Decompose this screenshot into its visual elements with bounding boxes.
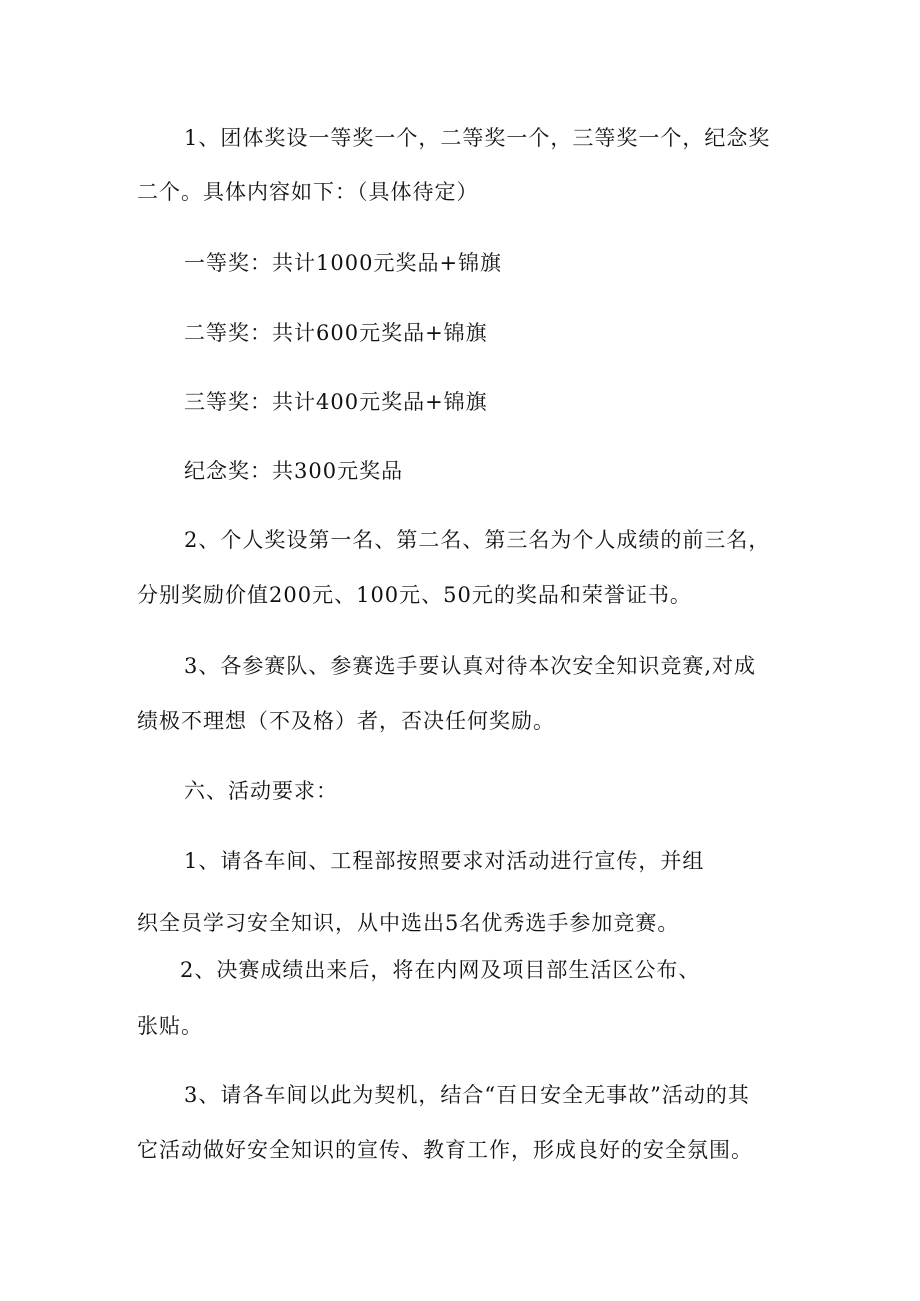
requirement-1-line-1: 1、请各车间、工程部按照要求对活动进行宣传，并组 — [184, 849, 705, 873]
award-team-line-1: 1、团体奖设一等奖一个，二等奖一个，三等奖一个，纪念奖 — [184, 126, 771, 150]
requirement-2-line-2: 张贴。 — [137, 1014, 203, 1038]
requirement-1-line-2: 织全员学习安全知识，从中选出5名优秀选手参加竞赛。 — [137, 911, 680, 935]
second-prize-line: 二等奖：共计600元奖品+锦旗 — [184, 321, 488, 345]
requirement-3-line-1: 3、请各车间以此为契机，结合“百日安全无事故”活动的其 — [184, 1083, 750, 1107]
award-individual-line-1: 2、个人奖设第一名、第二名、第三名为个人成绩的前三名， — [184, 528, 771, 552]
award-team-line-2: 二个。具体内容如下：（具体待定） — [137, 180, 479, 204]
requirement-3-line-2: 它活动做好安全知识的宣传、教育工作，形成良好的安全氛围。 — [137, 1138, 753, 1162]
award-rule-line-1: 3、各参赛队、参赛选手要认真对待本次安全知识竞赛,对成 — [184, 654, 757, 678]
first-prize-line: 一等奖：共计1000元奖品+锦旗 — [184, 251, 503, 275]
third-prize-line: 三等奖：共计400元奖品+锦旗 — [184, 390, 488, 414]
souvenir-prize-line: 纪念奖：共300元奖品 — [184, 459, 404, 483]
award-rule-line-2: 绩极不理想（不及格）者，否决任何奖励。 — [137, 709, 555, 733]
requirement-2-line-1: 2、决赛成绩出来后，将在内网及项目部生活区公布、 — [180, 958, 701, 982]
section-heading-requirements: 六、活动要求： — [184, 779, 338, 803]
award-individual-line-2: 分别奖励价值200元、100元、50元的奖品和荣誉证书。 — [137, 583, 692, 607]
